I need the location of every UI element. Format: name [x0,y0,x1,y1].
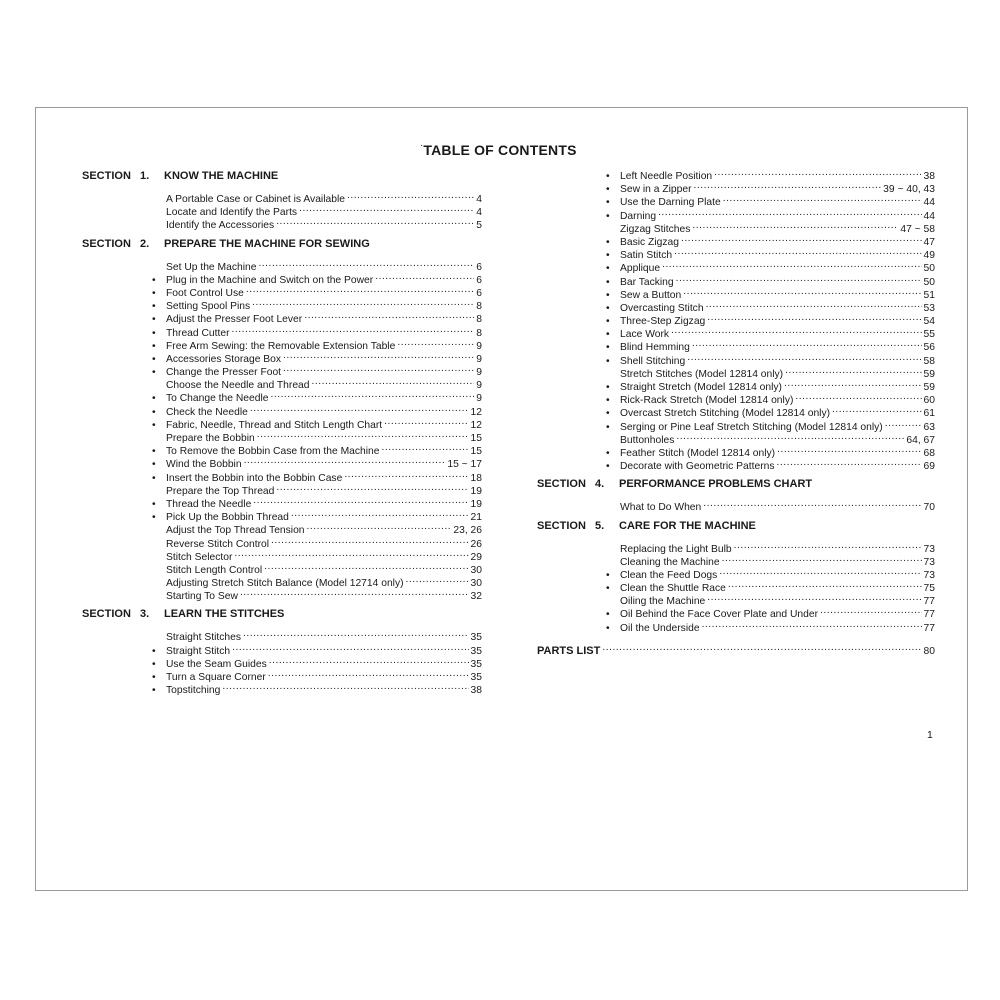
entry-page: 5 [476,220,482,232]
dot-leader [375,270,474,283]
bullet: • [152,340,156,352]
toc-entry [151,257,482,273]
bullet: • [152,459,156,471]
section-title: PREPARE THE MACHINE FOR SEWING [164,237,370,250]
bullet: • [152,393,156,405]
entry-label: Buttonholes [620,434,675,446]
entry-page: 35 [470,645,482,657]
entry-label: Reverse Stitch Control [166,538,270,550]
entry-page: 77 [923,609,935,621]
dot-leader [674,245,921,258]
bullet: • [606,461,610,473]
entry-page: 39 ~ 40, 43 [883,184,935,196]
entry-label: Accessories Storage Box [166,353,282,365]
bullet: • [606,609,610,621]
entry-page: 18 [470,472,482,484]
dot-leader [283,362,474,375]
section-heading [537,477,935,491]
dot-leader [252,296,474,309]
entry-label: Free Arm Sewing: the Removable Extension Table [166,340,396,352]
entry-page: 15 ~ 17 [447,459,482,471]
entry-page: 6 [476,274,482,286]
dot-leader [291,507,469,520]
entry-page: 6 [476,287,482,299]
dot-leader [381,441,468,454]
dot-leader [692,219,898,232]
section-number: 4. [595,478,605,491]
dot-leader [264,560,468,573]
entry-page: 32 [470,591,482,603]
entry-label: Lace Work [620,329,670,341]
dot-leader [694,179,882,192]
entry-page: 77 [923,622,935,634]
bullet: • [606,250,610,262]
dot-leader [702,618,922,631]
bullet: • [152,367,156,379]
bullet: • [152,672,156,683]
entry-page: 9 [476,380,482,392]
entry-label: Adjusting Stretch Stitch Balance (Model 12714 only) [166,578,404,590]
entry-label: Use the Seam Guides [166,658,267,670]
entry-page: 29 [470,551,482,563]
entry-page: 60 [923,395,935,407]
bullet: • [152,498,156,510]
entry-page: 54 [923,316,935,328]
section-title: KNOW THE MACHINE [164,170,279,182]
entry-page: 56 [923,342,935,354]
entry-label: Oiling the Machine [620,596,706,608]
bullet: • [152,685,156,697]
dot-leader [795,390,921,403]
entry-page: 53 [923,302,935,314]
entry-page: 77 [923,596,935,608]
dot-leader [662,258,921,271]
entry-page: 9 [476,340,482,352]
entry-page: 44 [923,210,935,222]
bullet: • [152,301,156,313]
entry-page: 49 [923,250,935,262]
entry-page: 8 [476,327,482,339]
section-label: SECTION [82,608,131,621]
bullet: • [606,316,610,328]
bullet: • [152,274,156,286]
dot-leader [734,539,922,552]
entry-label: Check the Needle [166,406,248,418]
dot-leader [258,257,474,270]
entry-page: 8 [476,301,482,313]
entry-label: Adjust the Presser Foot Lever [166,314,303,326]
entry-page: 59 [923,368,935,380]
bullet: • [606,184,610,196]
entry-page: 4 [476,207,482,219]
section-label: SECTION [82,170,131,182]
bullet: • [152,327,156,339]
section-title: PERFORMANCE PROBLEMS CHART [619,478,813,491]
dot-leader [269,654,469,667]
dot-leader [344,468,468,481]
toc-entry [151,189,482,205]
entry-page: 64, 67 [906,434,935,446]
entry-label: Prepare the Top Thread [166,485,275,497]
entry-page: 6 [476,261,482,273]
entry-label: Thread the Needle [166,498,252,510]
entry-label: Thread Cutter [166,327,230,339]
section-entries [151,257,482,603]
toc-entry [151,627,482,644]
entry-label: Stitch Selector [166,551,233,563]
dot-leader [602,641,921,654]
entry-page: 63 [923,421,935,433]
dot-leader [347,189,474,202]
bullet: • [606,583,610,595]
entry-label: Straight Stitch [166,645,231,657]
entry-label: Serging or Pine Leaf Stretch Stitching (Model 12814 only) [620,421,883,433]
entry-label: Stitch Length Control [166,564,263,576]
dot-leader [232,323,475,336]
entry-label: Turn a Square Corner [166,672,266,683]
entry-label: Starting To Sew [166,591,238,603]
dot-leader [246,283,474,296]
entry-label: Left Needle Position [620,171,713,182]
dot-leader [703,497,921,510]
bullet: • [152,472,156,484]
page-number: 1 [927,729,933,741]
left-column [82,166,482,697]
section-number: 1. [140,170,150,182]
bullet: • [606,236,610,248]
entry-label: Replacing the Light Bulb [620,543,732,555]
dot-leader [692,337,922,350]
entry-label: Feather Stitch (Model 12814 only) [620,447,776,459]
dot-leader [268,667,469,680]
entry-page: 70 [923,502,935,514]
section-entries [605,497,935,514]
entry-label: Overcast Stretch Stitching (Model 12814 only) [620,408,831,420]
entry-page: 12 [470,406,482,418]
dot-leader [777,456,922,469]
bullet: • [606,197,610,209]
section-heading [82,169,482,183]
entry-label: Wind the Bobbin [166,459,242,471]
parts-list-page: 80 [923,645,935,657]
dot-leader [384,415,468,428]
dot-leader [706,298,922,311]
entry-page: 35 [470,658,482,670]
section-title: LEARN THE STITCHES [164,608,285,621]
bullet: • [606,302,610,314]
section-label: SECTION [537,519,586,532]
toc-entry [605,497,935,514]
entry-page: 73 [923,569,935,581]
continued-entries [605,166,935,473]
right-column [537,166,935,657]
entry-label: Prepare the Bobbin [166,433,255,444]
parts-list-label: PARTS LIST [537,644,601,657]
entry-page: 15 [470,446,482,458]
dot-leader [222,680,468,693]
bullet: • [606,276,610,288]
bullet: • [152,512,156,524]
bullet: • [152,658,156,670]
section-entries [151,189,482,232]
bullet: • [606,355,610,367]
entry-page: 75 [923,583,935,595]
entry-label: Clean the Shuttle Race [620,583,726,595]
dot-leader [276,481,468,494]
entry-page: 68 [923,447,935,459]
toc-entry [605,166,935,182]
bullet: • [152,353,156,365]
bullet: • [152,419,156,431]
entry-label: Applique [620,263,661,275]
entry-label: Setting Spool Pins [166,301,251,313]
entry-label: Bar Tacking [620,276,674,288]
entry-page: 9 [476,353,482,365]
entry-page: 26 [470,538,482,550]
title-mark: · [420,140,424,151]
entry-label: Blind Hemming [620,342,690,354]
entry-label: Adjust the Top Thread Tension [166,525,305,537]
section-number: 3. [140,608,150,621]
section-number: 2. [140,237,150,250]
entry-label: Fabric, Needle, Thread and Stitch Length Chart [166,419,383,431]
entry-label: Darning [620,210,657,222]
entry-page: 12 [470,419,482,431]
section-title: CARE FOR THE MACHINE [619,519,756,532]
dot-leader [253,494,468,507]
dot-leader [234,547,468,560]
dot-leader [283,349,474,362]
dot-leader [257,428,469,441]
entry-label: Basic Zigzag [620,236,679,248]
dot-leader [304,309,474,322]
dot-leader [707,311,921,324]
dot-leader [785,364,921,377]
entry-page: 19 [470,498,482,510]
entry-label: Rick-Rack Stretch (Model 12814 only) [620,395,794,407]
dot-leader [820,604,921,617]
parts-list-entry [537,641,935,657]
section-entries [605,539,935,634]
entry-page: 30 [470,564,482,576]
bullet: • [152,314,156,326]
entry-page: 73 [923,543,935,555]
dot-leader [722,552,922,565]
bullet: • [152,446,156,458]
entry-label: To Change the Needle [166,393,269,405]
entry-label: Decorate with Geometric Patterns [620,461,775,473]
entry-label: Three-Step Zigzag [620,316,706,328]
entry-label: Foot Control Use [166,287,244,299]
entry-label: Sew in a Zipper [620,184,692,196]
entry-label: Plug in the Machine and Switch on the Power [166,274,374,286]
section-heading [82,607,482,621]
entry-page: 4 [476,194,482,205]
dot-leader [270,388,474,401]
entry-page: 38 [923,171,935,182]
dot-leader [232,641,468,654]
entry-page: 58 [923,355,935,367]
dot-leader [307,520,452,533]
section-heading [537,519,935,533]
section-label: SECTION [82,237,131,250]
dot-leader [784,377,922,390]
entry-page: 61 [923,408,935,420]
bullet: • [606,447,610,459]
entry-label: Set Up the Machine [166,261,257,273]
entry-label: Zigzag Stitches [620,223,691,235]
bullet: • [606,171,610,182]
entry-label: Oil Behind the Face Cover Plate and Under [620,609,819,621]
dot-leader [271,534,469,547]
entry-page: 23, 26 [453,525,482,537]
entry-page: 47 [923,236,935,248]
dot-leader [707,591,921,604]
section-entries [151,627,482,697]
dot-leader [243,627,469,640]
dot-leader [658,206,921,219]
entry-page: 21 [470,512,482,524]
dot-leader [683,285,921,298]
entry-page: 73 [923,556,935,568]
dot-leader [397,336,474,349]
section-label: SECTION [537,478,586,491]
entry-page: 15 [470,433,482,444]
entry-page: 8 [476,314,482,326]
dot-leader [406,573,469,586]
dot-leader [777,443,921,456]
dot-leader [832,403,921,416]
dot-leader [723,192,922,205]
dot-leader [671,324,922,337]
toc-entry [605,539,935,555]
entry-label: Insert the Bobbin into the Bobbin Case [166,472,343,484]
entry-page: 59 [923,382,935,393]
entry-page: 44 [923,197,935,209]
entry-page: 9 [476,393,482,405]
entry-label: Use the Darning Plate [620,197,721,209]
dot-leader [676,272,922,285]
section-heading [82,237,482,251]
entry-label: Choose the Needle and Thread [166,380,310,392]
entry-label: Locate and Identify the Parts [166,207,298,219]
page-title: TABLE OF CONTENTS [423,142,577,158]
dot-leader [728,578,922,591]
entry-page: 69 [923,461,935,473]
entry-page: 19 [470,485,482,497]
dot-leader [250,402,469,415]
entry-label: Oil the Underside [620,622,700,634]
bullet: • [152,287,156,299]
dot-leader [687,351,921,364]
section-number: 5. [595,519,605,532]
entry-label: Pick Up the Bobbin Thread [166,512,289,524]
entry-label: A Portable Case or Cabinet is Available [166,194,345,205]
bullet: • [606,263,610,275]
bullet: • [606,421,610,433]
bullet: • [606,622,610,634]
dot-leader [681,232,922,245]
entry-page: 35 [470,672,482,683]
bullet: • [606,408,610,420]
entry-page: 35 [470,632,482,644]
entry-label: Straight Stretch (Model 12814 only) [620,382,782,393]
dot-leader [240,586,469,599]
entry-label: Sew a Button [620,289,682,301]
dot-leader [885,417,922,430]
entry-label: Satin Stitch [620,250,673,262]
bullet: • [606,569,610,581]
dot-leader [299,202,474,215]
entry-label: What to Do When [620,502,702,514]
entry-label: Clean the Feed Dogs [620,569,718,581]
entry-label: Identify the Accessories [166,220,275,232]
entry-label: Shell Stitching [620,355,686,367]
entry-label: Topstitching [166,685,221,697]
dot-leader [244,454,446,467]
bullet: • [606,342,610,354]
entry-label: Change the Presser Foot [166,367,282,379]
dot-leader [714,166,921,179]
bullet: • [606,289,610,301]
bullet: • [152,645,156,657]
dot-leader [676,430,904,443]
entry-page: 9 [476,367,482,379]
dot-leader [276,215,474,228]
entry-page: 50 [923,276,935,288]
entry-label: Stretch Stitches (Model 12814 only) [620,368,784,380]
bullet: • [606,395,610,407]
entry-page: 30 [470,578,482,590]
entry-page: 47 ~ 58 [900,223,935,235]
entry-page: 50 [923,263,935,275]
entry-label: To Remove the Bobbin Case from the Machine [166,446,380,458]
entry-page: 51 [923,289,935,301]
entry-label: Overcasting Stitch [620,302,704,314]
bullet: • [606,382,610,393]
entry-label: Cleaning the Machine [620,556,720,568]
bullet: • [152,406,156,418]
entry-page: 55 [923,329,935,341]
bullet: • [606,329,610,341]
entry-label: Straight Stitches [166,632,241,644]
dot-leader [312,375,475,388]
entry-page: 38 [470,685,482,697]
dot-leader [719,565,921,578]
bullet: • [606,210,610,222]
